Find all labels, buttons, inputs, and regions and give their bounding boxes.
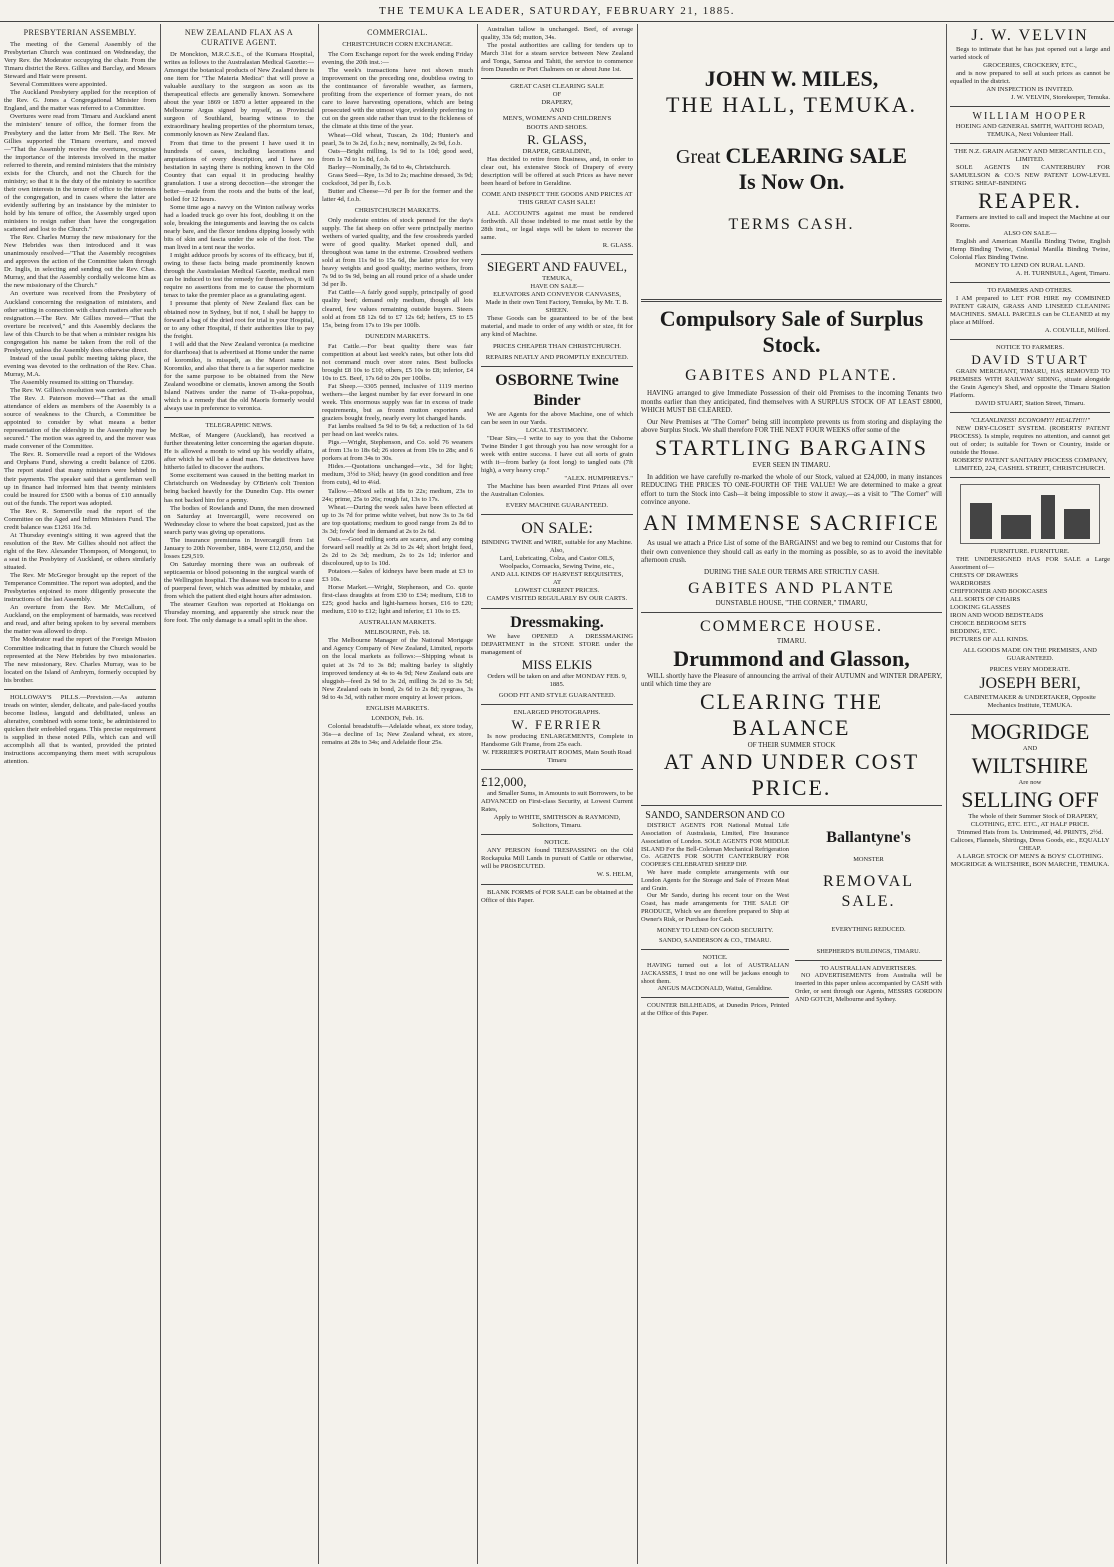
ferrier-head: ENLARGED PHOTOGRAPHS. xyxy=(513,708,601,716)
paragraph: An overture from the Rev. Mr McCallum, of Auckland, on the employment of barmaids, was received and read, and after being spoken to by several members the matter was allowed to drop. xyxy=(4,604,156,636)
column-adverts-right xyxy=(950,26,1110,1564)
calicoes: Calicoes, Flannels, Shirtings, Dress Goods, etc., EQUALLY CHEAP. xyxy=(950,837,1110,852)
glass-heading-line: BOOTS AND SHOES. xyxy=(526,123,588,131)
onsale-title: ON SALE: xyxy=(521,520,593,538)
siegert-made: Made in their own Tent Factory, Temuka, by Mr. T. B. SHEEN. xyxy=(485,299,629,315)
paragraph: Horse Market.—Wright, Stephenson, and Co. quote first-class draughts at from £30 to £34; medium, £18 to £25; good hacks and light-harness horses, £16 to £20; medium, £10 to £12; light and inferior, £1 10s to £5. xyxy=(322,584,473,616)
paragraph: The Melbourne Manager of the National Mortgage and Agency Company of New Zealand, Limited, reports on the local markets as follows:—Shipping wheat is quiet at 3s 7d to 3s 8d; malting barley is slightly improved tendency at 4s to 4s 9d; New Zealand oats are sluggish—feed 2s 9d to 3s 2d, milling 3s 2d to 3s 5d; New Zealand oats in bond, 2s 6d to 2s 8d; ryegrass, 3s 9d to 4s 3d, with rather more enquiry at lower prices. xyxy=(322,637,473,701)
gabites-body-4: As usual we attach a Price List of some of the BARGAINS! and we beg to remind our Customs that for their own convenience they should call as early in the morning as possible, so as to avoid the inevitable afternoon crush. xyxy=(641,538,942,565)
drummond-glasson: Drummond and Glasson, xyxy=(673,645,910,671)
article-heading: PRESBYTERIAN ASSEMBLY. xyxy=(23,28,137,37)
paragraph: Fat lambs realised 5s 9d to 9s 6d; a reduction of 1s 6d per head on last week's rates. xyxy=(322,423,473,439)
sando-signature: SANDO, SANDERSON & CO., TIMARU. xyxy=(658,937,772,945)
ballantyne-removal: REMOVAL SALE. xyxy=(822,873,915,911)
ballantyne-address: SHEPHERD'S BUILDINGS, TIMARU. xyxy=(816,947,921,955)
wiltshire-name: WILTSHIRE xyxy=(971,753,1089,778)
velvin-goods: GROCERIES, CROCKERY, ETC., xyxy=(983,62,1077,69)
grain-sole-agents: SOLE AGENTS IN CANTERBURY FOR SAMUELSON & CO.'S NEW PATENT LOW-LEVEL STRING SHEAF-BINDING xyxy=(950,164,1110,187)
sando-body: DISTRICT AGENTS FOR National Mutual Life Association of Australasia, Limited, Fire Insurance Association of London. SOLE AGENTS FOR MIDDLE ISLAND For the Bell-Coleman Mechanical Refrigeration Co. AGENTS FOR SOUTH CANTERBURY FOR COOPER'S CELEBRATED SHEEP DIP. xyxy=(641,822,789,869)
furniture-item: CHIFFIONIER AND BOOKCASES xyxy=(950,588,1048,595)
gabites-body-3: In addition we have carefully re-marked the whole of our Stock, valued at £24,000, in many instances REDUCING THE PRICES TO ONE-FOURTH OF THE VALUE! We are determined to make a great effort to turn the Stock into Cash—it being impossible to stow it away,—as a visit to "The Corner" will convince anyone. xyxy=(641,472,942,507)
dressmaking-fit: GOOD FIT AND STYLE GUARANTEED. xyxy=(498,691,616,699)
dressmaking-orders: Orders will be taken on and after MONDAY FEB. 9, 1885. xyxy=(487,672,627,688)
paragraph: Oats—Bright milling, 1s 9d to 1s 10d; good seed, from 1s 7d to 1s 8d, f.o.b. xyxy=(322,147,473,163)
onsale-list xyxy=(481,539,633,603)
paragraph: Fat Cattle.—For beat quality there was fair competition at about last week's rates, but other lots did not command much over store rates. Best bullocks brought £8 10s to £10; others, £5 10s to £8; inferior, £4 10s to £5. Beef, 17s 6d to 20s per 100lbs. xyxy=(322,342,473,382)
onsale-line: LOWEST CURRENT PRICES. xyxy=(514,587,600,595)
ballantyne-monster: MONSTER xyxy=(853,856,884,864)
beri-sub: CABINETMAKER & UNDERTAKER, Opposite Mechanics Institute, TEMUKA. xyxy=(964,694,1096,709)
onsale-line: Lard, Lubricating, Colza, and Castor OILS, xyxy=(499,555,615,563)
section-heading: TELEGRAPHIC NEWS. xyxy=(205,422,273,430)
paragraph: Fat Sheep.—3305 penned, inclusive of 1119 merino wethers—the largest number by far ever forward in one week. This enormous supply was far in excess of trade requirements, but as frozen mutton exporters and graziers bought freely, nearly every lot changed hands. xyxy=(322,382,473,423)
paragraph: Fat Cattle—A fairly good supply, principally of good quality beef; demand only medium, though all lots cleared, few values remaining outside buyers. Steers sold at from £8 12s 6d to £7 12s 6d; heifers, £5 to £5 15s, being from 17s to 19s per 100lb. xyxy=(322,289,473,329)
velvin-body-2: and is now prepared to sell at such prices as cannot be equalled in the district. xyxy=(950,70,1110,85)
beri-name: JOSEPH BERI, xyxy=(979,675,1081,692)
onsale-line: Woolpacks, Cornsacks, Sewing Twine, etc., xyxy=(499,563,615,571)
siegert-items: ELEVATORS AND CONVEYOR CANVASES, xyxy=(493,291,621,299)
loan-amount: £12,000, xyxy=(481,774,527,790)
divider xyxy=(481,769,633,770)
sando-body-2: We have made complete arrangements with our London Agents for the Storage and Sale of Frozen Meat and Grain. xyxy=(641,869,789,892)
glass-heading-line: AND xyxy=(549,107,565,115)
furniture-item: CHOICE BEDROOM SETS xyxy=(950,620,1027,627)
velvin-inspection: AN INSPECTION IS INVITED. xyxy=(986,86,1074,93)
column-flax xyxy=(164,26,314,1564)
gabites-title-2: GABITES AND PLANTE xyxy=(688,580,895,598)
furniture-body: THE UNDERSIGNED HAS FOR SALE a Large Assortment of— xyxy=(950,556,1110,571)
divider xyxy=(641,997,789,998)
clearing-label: CLEARING SALE xyxy=(725,143,907,168)
divider xyxy=(641,299,942,302)
divider xyxy=(950,143,1110,144)
gabites-body: HAVING arranged to give Immediate Possession of their old Premises to the incoming Tenants two months earlier than they anticipated, find themselves with A SURPLUS STOCK OF AT LEAST £8000, WHICH MUST BE CLEARED. xyxy=(641,389,942,415)
article-body xyxy=(322,723,473,747)
paragraph: Dr Monckton, M.R.C.S.E., of the Kumara Hospital, writes as follows to the Australasian Medical Gazette:—Amongst the botanical products of New Zealand there is one item for "The Materia Medica" that will prove a valuable auxiliary to the surgeon as soon as its therapeutical effects are generally known. Somewhere about the year 1869 or 1870 a letter appeared in the Melbourne Argus signed by myself, as Provincial surgeon of Southland, bearing witness to the extraordinary healing properties of the phormium tenax, commonly known as New Zealand flax. xyxy=(164,51,314,139)
onsale-line: BINDING TWINE and WIRE, suitable for any Machine. xyxy=(481,539,633,547)
divider xyxy=(164,417,314,418)
australian-body: NO ADVERTISEMENTS from Australia will be inserted in this paper unless accompanied by CASH with Order, or sent through our Agents, MESSRS GORDON AND GOTCH, Melbourne and Sydney. xyxy=(795,972,942,1003)
divider xyxy=(481,884,633,885)
furniture-list xyxy=(950,572,1110,644)
column-rule xyxy=(477,24,478,1564)
divider xyxy=(950,477,1110,478)
column-adverts-wide xyxy=(641,26,942,1564)
also-on-sale: ALSO ON SALE— xyxy=(1003,230,1057,237)
furniture-item: IRON AND WOOD BEDSTEADS xyxy=(950,612,1044,619)
during-sale: DURING THE SALE OUR TERMS ARE STRICTLY CASH. xyxy=(704,567,879,576)
paragraph: Barley—Nominally, 3s 6d to 4s, Christchurch. xyxy=(328,163,451,171)
postal-note: The postal authorities are calling for tenders up to March 31st for a steam service between New Zealand and Tonga, Samoa and Tahiti, the service to commence from Dunedin or Port Chalmers on or about June 1st. xyxy=(481,42,633,74)
at-and-under-cost: AT AND UNDER COST PRICE. xyxy=(663,749,920,801)
paragraph: The Rev. R. Somerville read the report of the Committee on the Aged and Infirm Ministers Fund. The credit balance was £1261 16s 3d. xyxy=(4,507,156,531)
onsale-line: CAMPS VISITED REGULARLY BY OUR CARTS. xyxy=(486,595,628,603)
twine-list: English and American Manilla Binding Twine, English Hemp Binding Twine, Colonial Manilla Binding Twine, Colonial Flax Binding Twine. xyxy=(950,238,1110,261)
paragraph: The Rev. Mr McGregor brought up the report of the Temperance Committee. The report was adopted, and the Presbyteries enjoined to more diligently prosecute the instructions of the last Assembly. xyxy=(4,572,156,604)
siegert-have: HAVE ON SALE— xyxy=(530,283,584,291)
divider xyxy=(950,106,1110,107)
divider xyxy=(481,514,633,515)
blank-forms: BLANK FORMS of FOR SALE can be obtained at the Office of this Paper. xyxy=(481,888,633,904)
cleanliness-head: "CLEANLINESS! ECONOMY!! HEALTH!!!" xyxy=(970,417,1090,424)
paragraph: The Moderator read the report of the Foreign Mission Committee indicating that in future the Church would be represented at the New Hebrides by two missionaries. The new missionary, Rev. Charles Murray, was to be located on the Island of Ambrym, formerly occupied by his brother. xyxy=(4,636,156,684)
ferrier-rooms: W. FERRIER'S PORTRAIT ROOMS, Main South Road Timaru xyxy=(482,748,632,764)
glass-accounts: ALL ACCOUNTS against me must be rendered forthwith. All those indebted to me must settle by the 28th inst., or legal steps will be taken to recover the same. xyxy=(481,209,633,242)
siegert-name: SIEGERT AND FAUVEL, xyxy=(487,259,627,275)
siegert-repairs: REPAIRS NEATLY AND PROMPTLY EXECUTED. xyxy=(485,353,629,361)
paragraph: Oats.—Good milling sorts are scarce, and any coming forward sell readily at 2s 3d to 2s 4d; short bright feed, 2s 2d to 2s 3d; medium, 2s to 2s 1d; inferior and discoloured, up to 1s 10d. xyxy=(322,535,473,567)
glass-heading-line: DRAPERY, xyxy=(541,99,573,107)
siegert-body: These Goods can be guaranteed to be of the best material, and made to order of any width or size, fit for any kind of Machine. xyxy=(481,315,633,339)
paragraph: Pigs.—Wright, Stephenson, and Co. sold 76 weaners at from 13s to 18s 6d; 26 stores at from 19s to 28s; and 6 porkers at from 34s to 30s. xyxy=(322,439,473,463)
article-body xyxy=(322,51,473,204)
section-heading: CHRISTCHURCH CORN EXCHANGE. xyxy=(342,41,453,48)
prices-moderate: PRICES VERY MODERATE. xyxy=(989,666,1071,673)
reaper-title: REAPER. xyxy=(978,188,1082,213)
clearing-balance: CLEARING THE BALANCE xyxy=(699,688,884,740)
money-to-lend: MONEY TO LEND ON RURAL LAND. xyxy=(975,262,1085,269)
loan-body: and Smaller Sums, in Amounts to suit Borrowers, to be ADVANCED on First-class Security, at Lowest Current Rates, xyxy=(481,790,633,814)
furniture-item: WARDROBES xyxy=(950,580,991,587)
article-body xyxy=(322,637,473,701)
furniture-item: BEDDING, ETC. xyxy=(950,628,998,635)
counter-billheads: COUNTER BILLHEADS, at Dunedin Prices, Printed at the Office of this Paper. xyxy=(641,1002,789,1018)
column-rule xyxy=(637,24,638,1564)
paragraph: Butter and Cheese—7d per lb for the former and the latter 4d, f.o.b. xyxy=(322,187,473,203)
siegert-prices: PRICES CHEAPER THAN CHRISTCHURCH. xyxy=(492,342,622,350)
paragraph: McRae, of Mangere (Auckland), has received a further threatening letter concerning the agarian dispute. He is allowed a month to wind up his worldly affairs, after which he will be a dead man. The detectives have hitherto failed to discover the authors. xyxy=(164,432,314,472)
great-label: Great xyxy=(676,146,721,168)
loan-apply: Apply to WHITE, SMITHSON & RAYMOND, Solicitors, Timaru. xyxy=(493,814,621,830)
sando-advert xyxy=(641,810,789,1018)
summer-stock: OF THEIR SUMMER STOCK xyxy=(747,740,836,749)
paragraph: Some excitement was caused in the betting market in Christchurch on Wednesday by O'Brien's colt Trenton being backed heavily for the Dunedin Cup. His owner has not backed him for a penny. xyxy=(164,472,314,504)
column-rule xyxy=(318,24,319,1564)
ballantyne-advert xyxy=(795,810,942,1018)
column-presbyterian xyxy=(4,26,156,1564)
glass-heading-line: MEN'S, WOMEN'S AND CHILDREN'S xyxy=(502,115,612,123)
paragraph: The steamer Grafton was reported at Hokianga on Thursday morning, and apparently she struck near the fore foot. The only damage is a small split in the shoe. xyxy=(164,601,314,625)
divider xyxy=(950,282,1110,283)
notice-signature: ANGUS MACDONALD, Waitui, Geraldine. xyxy=(657,985,773,993)
section-heading: CHRISTCHURCH MARKETS. xyxy=(354,206,441,214)
paragraph: Potatoes.—Sales of kidneys have been made at £3 to £3 10s. xyxy=(322,568,473,584)
miles-name: JOHN W. MILES, xyxy=(704,66,879,91)
column-adverts-left xyxy=(481,26,633,1564)
drummond-body: WILL shortly have the Pleasure of announcing the arrival of their AUTUMN and WINTER DRAPERY, until which time they are xyxy=(641,671,942,689)
paragraph: Tallow.—Mixed sells at 18s to 22s; medium, 23s to 24s; prime, 25s to 26s; rough fat, 13s to 17s. xyxy=(322,487,473,503)
paragraph: Only moderate entries of stock penned for the day's supply. The fat sheep on offer were principally merino wethers of varied quality, and the few crossbreds yarded were of good quality. Market opened dull, and throughout was tame in the extreme. Crossbred wethers sold at from 11s 9d to 15s 6d, the latter price for very heavy weights and good quality; merino wethers, from 7s 9d to 9s 9d, being an all round price of a shade under 3d per lb. xyxy=(322,216,473,289)
osborne-body: We are Agents for the above Machine, one of which can be seen in our Yards. xyxy=(481,410,633,426)
compulsory-sale: Compulsory Sale of Surplus Stock. xyxy=(659,306,924,357)
velvin-name: J. W. VELVIN xyxy=(971,27,1089,44)
glass-signature: R. GLASS. xyxy=(602,242,633,250)
sando-body-3: Our Mr Sando, during his recent tour on the West Coast, has made arrangements for THE SALE OF PRODUCE, Which we are therefore prepared to Ship at Owner's Risk, or Purchase for Cash. xyxy=(641,892,789,923)
furniture-item: LOOKING GLASSES xyxy=(950,604,1011,611)
paragraph: The Auckland Presbytery applied for the reception of the Rev. G. Jones a Congregational Minister from England, and the matter was referred to a Committee. xyxy=(4,89,156,113)
divider xyxy=(641,612,942,613)
furniture-item: CHESTS OF DRAWERS xyxy=(950,572,1018,579)
onsale-line: Also, xyxy=(549,547,565,555)
paragraph: The Rev. Charles Murray the new missionary for the New Hebrides was then introduced and it was unanimously resolved—"That the Assembly recognises and approves the action of the Committee taken through Dr. Inglis, in selecting and sending out the Rev. Chas. Murray, and that the Assembly cordially welcome him as the new missionary of the Church." xyxy=(4,234,156,290)
to-farmers-head: TO FARMERS AND OTHERS. xyxy=(987,287,1073,294)
article-body xyxy=(322,217,473,330)
paragraph: I presume that plenty of New Zealand flax can be obtained now in Sydney, but if not, I shall be happy to forward a bag of the dried root for trial in your Hospital, or to any other Hospital, if their authorities like to pay the freight. xyxy=(164,300,314,340)
clearing-sale-headline xyxy=(641,144,942,169)
divider xyxy=(4,689,156,690)
ballantyne-reduced: EVERYTHING REDUCED. xyxy=(831,926,906,934)
paragraph: Wheat—Old wheat, Tuscan, 2s 10d; Hunter's and pearl, 3s to 3s 2d, f.o.b.; new, nominally, 2s 9d, f.o.b. xyxy=(322,131,473,147)
colville-signature: A. COLVILLE, Milford. xyxy=(1044,327,1110,334)
notice-head: NOTICE. xyxy=(702,954,728,962)
divider xyxy=(481,608,633,609)
holloway-advert: HOLLOWAY'S PILLS.—Prevision.—As autumn treads on winter, slender, delicate, and pale-faced youths become listless, languid and debilitated, unless an alterative, combined with some tonic, be administered to quicken their enfeebled organs. This precise requirement is supplied in these noted Pills, which can and will accomplish all that is wanted, provided the printed instructions accompanying them meet with scrupulous attention. xyxy=(4,693,156,766)
divider xyxy=(481,254,633,255)
onsale-line: AND ALL KINDS OF HARVEST REQUISITES, xyxy=(490,571,624,579)
tallow-note: Australian tallow is unchanged. Beef, of average quality, 33s 6d; mutton, 34s. xyxy=(481,26,633,42)
paragraph: On Saturday morning there was an outbreak of septicaemia or blood poisoning in the surgical wards of the Wellington hospital. The disease was traced to a case of puerperal fever, which was admitted by mistake, and from which the patient died eight hours after admission. xyxy=(164,560,314,601)
paragraph: The Rev. J. Paterson moved—"That as the small attendance of elders as members of the Assembly is a source of weakness to the Church, a Committee be appointed to consider by what means a better representation of the eldership in the Assembly may be secured." The motion was agreed to, and the mover was made convener of the Committee. xyxy=(4,395,156,451)
gabites-body-2: Our New Premises at "The Corner" being still incomplete prevents us from storing and displaying the above Surplus Stock. We shall therefore FOR THE NEXT FOUR WEEKS offer some of the xyxy=(641,417,942,435)
section-heading: AUSTRALIAN MARKETS. xyxy=(359,619,436,627)
stuart-signature: DAVID STUART, Station Street, Timaru. xyxy=(975,400,1085,407)
notice-head: NOTICE. xyxy=(544,839,570,847)
commerce-house: COMMERCE HOUSE. xyxy=(700,617,883,635)
dateline: LONDON, Feb. 16. xyxy=(371,714,424,722)
glass-body: Has decided to retire from Business, and, in order to clear out, his extensive Stock of Drapery of every description will be offered at such Prices as have never been heard of before in Geraldine. xyxy=(481,155,633,187)
ballantyne-name: Ballantyne's xyxy=(826,829,911,847)
ferrier-name: W. FERRIER xyxy=(511,716,603,732)
divider xyxy=(950,714,1110,715)
divider xyxy=(481,704,633,705)
mogridge-name: MOGRIDGE xyxy=(970,719,1090,744)
stuart-name: DAVID STUART xyxy=(971,352,1089,367)
paragraph: At Thursday evening's sitting it was agreed that the resolution of the Rev. Mr Gillies should not affect the right of the Rev. Alexander Thompson, of Mongonui, to a seat in the Presbytery of Auckland, or others similarly situated. xyxy=(4,531,156,572)
terms-cash: TERMS CASH. xyxy=(728,216,855,233)
article-heading: COMMERCIAL. xyxy=(367,28,428,37)
paragraph: Instead of the usual public meeting taking place, the evening was devoted to the ordination of the Rev. Chas. Murray, M.A. xyxy=(4,354,156,378)
sando-name: SANDO, SANDERSON AND CO xyxy=(645,810,785,822)
paragraph: From that time to the present I have used it in hundreds of cases, including lacerations and amputations of every description, and I have no hesitation in saying there is nothing known in the Old Country that can equal it in producing healthy granulation. I use a strong decoction—the stronger the better—made from the roots and the butts of the leaf, boiled for 12 hours. xyxy=(164,139,314,203)
paragraph: Several Committees were appointed. xyxy=(10,81,108,89)
ferrier-body: Is now producing ENLARGEMENTS, Complete in Handsome Gilt Frame, from 25s each. xyxy=(481,732,633,748)
ever-seen: EVER SEEN IN TIMARU. xyxy=(752,460,831,469)
paragraph: Overtures were read from Timaru and Auckland anent the ministers' tenure of office, the former from the Presbytery and the latter from Mr Bell. The Rev. Mr Gillies supported the Timaru overture, and moved—"That the Assembly receive the overtures, recognise the importance of the interests involved in the matter referred to therein, and remind ministers that the ministry exists for the Church, and not the Church for the ministry; so that it is the duty of the ministry to sacrifice their own interests in the tenure of office to the interests of the congregation, and in cases where the latter are evidently suffering by an insistance by the minister to hold by his tenure of office, the Assembly urged upon ministers to resign rather than have the congregation scattered and lost to the Church." xyxy=(4,113,156,234)
paragraph: Some time ago a navvy on the Winton railway works had a loaded truck go over his foot, doubling it on the sole, breaking the integuments and leaving the os calcis nearly bare, and the flexor tendons dipping loosely with bits of skin and fascia under the sole of the foot. The man lived in a tent near the works. xyxy=(164,203,314,252)
divider xyxy=(641,949,789,950)
paragraph: I might adduce proofs by scores of its efficacy, but if, owing to these facts being made prominently known through the Australasian Medical Gazette, medical men can be induced to test the remedy for themselves, it will require no assertions from me to cause the phormium tenax to take the premier place as a granulating agent. xyxy=(164,252,314,300)
divider xyxy=(950,339,1110,340)
glass-heading-line: GREAT CASH CLEARING SALE xyxy=(510,83,604,91)
paragraph: Hides.—Quotations unchanged—viz., 3d for light; medium, 3½d to 3¾d; heavy (in good condition and free from cuts), 4d to 4¼d. xyxy=(322,463,473,487)
velvin-signature: J. W. VELVIN, Storekeeper, Temuka. xyxy=(1011,94,1110,101)
divider xyxy=(950,412,1110,413)
divider xyxy=(481,78,633,79)
mogridge-signature: MOGRIDGE & WILTSHIRE, BON MARCHE, TEMUKA. xyxy=(950,861,1110,868)
column-rule xyxy=(160,24,161,1564)
sando-money: MONEY TO LEND ON GOOD SECURITY. xyxy=(656,926,774,934)
startling-bargains: STARTLING BARGAINS xyxy=(654,434,929,460)
goods-made: ALL GOODS MADE ON THE PREMISES, AND GUARANTEED. xyxy=(963,647,1097,662)
osborne-title: OSBORNE Twine Binder xyxy=(495,371,619,409)
miles-address: THE HALL, TEMUKA. xyxy=(665,92,918,117)
masthead: THE TEMUKA LEADER, SATURDAY, FEBRUARY 21, 1885. xyxy=(0,0,1114,22)
article-body xyxy=(4,41,156,685)
divider xyxy=(641,805,942,806)
glass-heading-line: OF xyxy=(552,91,562,99)
velvin-body: Begs to intimate that he has just opened out a large and varied stock of xyxy=(950,46,1110,61)
dateline: MELBOURNE, Feb. 18. xyxy=(364,629,431,637)
osborne-guarantee: EVERY MACHINE GUARANTEED. xyxy=(505,502,609,510)
column-commercial xyxy=(322,26,473,1564)
glass-sub: DRAPER, GERALDINE, xyxy=(522,147,592,155)
divider xyxy=(481,834,633,835)
glass-come: COME AND INSPECT THE GOODS AND PRICES AT THIS GREAT CASH SALE! xyxy=(481,190,633,206)
colville-body: I AM prepared to LET FOR HIRE my COMBINED PATENT GRAIN, GRASS AND LINSEED CLEANING MACHINES. SMALL PARCELS can be CLEANED at my place at Milford. xyxy=(950,295,1110,326)
article-body xyxy=(164,51,314,413)
are-now: Are now xyxy=(1018,779,1042,786)
section-heading: ENGLISH MARKETS. xyxy=(365,704,429,712)
paragraph: I will add that the New Zealand veronica (a medicine for diarrhoea) that is advertised at Home under the name of koromiko, is misspelt, as the Maori name is Koromiko, and also that there is a far superior medicine for the same purpose to be obtained from the New Zealand woodbine or clematis, known among the South Island Natives under the name of Ti-aka-popohua, which is a remedy that the old Maoris formerly would always use in preference to veronica. xyxy=(164,340,314,413)
australian-head: TO AUSTRALIAN ADVERTISERS. xyxy=(820,964,917,972)
paragraph: The Rev. W. Gillies's resolution was carried. xyxy=(10,387,128,395)
notice-body: ANY PERSON found TRESPASSING on the Old Rockapuka Mill Lands in pursuit of Cattle or otherwise, will be PROSECUTED. xyxy=(481,847,633,871)
dressmaking-name: MISS ELKIS xyxy=(521,656,593,672)
cleanliness-body: NEW DRY-CLOSET SYSTEM. (ROBERTS' PATENT PROCESS). Is simple, requires no attention, and cannot get out of order; is suitable for Town or Country, inside or outside the House. xyxy=(950,425,1110,456)
selling-body: The whole of their Summer Stock of DRAPERY, CLOTHING, ETC. ETC., AT HALF PRICE. xyxy=(968,813,1098,828)
paragraph: The Rev. R. Somerville read a report of the Widows and Orphans Fund, showing a credit balance of £206. The report stated that many ministers were behind in their payments. The speaker said that a gentleman well up in finance had informed him that twenty ministers could be insured for £500 with a bonus of £10 annually out of the funds. The report was adopted. xyxy=(4,451,156,507)
column-rule xyxy=(946,24,947,1564)
article-body xyxy=(322,343,473,617)
osborne-testimony-head: LOCAL TESTIMONY. xyxy=(525,426,589,434)
paragraph: Wheat.—During the week sales have been effected at up to 3s 7d for prime white velvet, but now 3s to 3s 6d are top quotations; medium to good range from 2s 8d to 3s 3d; fowls' feed in demand at 2s to 2s 6d. xyxy=(322,503,473,535)
paragraph: The meeting of the General Assembly of the Presbyterian Church was continued on Wednesday, the Very Rev. the Moderator occupying the chair. From the Timaru district the Revs. Gillies and Barclay, and Messrs Steward and Hair were present. xyxy=(4,41,156,81)
immense-sacrifice: AN IMMENSE SACRIFICE xyxy=(643,509,940,535)
paragraph: The Assembly resumed its sitting on Thursday. xyxy=(10,378,134,386)
article-body xyxy=(164,432,314,625)
section-heading: DUNEDIN MARKETS. xyxy=(365,332,430,340)
paragraph: The bodies of Rowlands and Dunn, the men drowned on Saturday at Invercargill, were recovered on Wednesday close to where the boat capsized, just as the search party was giving up operations. xyxy=(164,504,314,536)
dressmaking-body: We have OPENED A DRESSMAKING DEPARTMENT in the STONE STORE under the management of xyxy=(481,632,633,656)
reaper-farmers: Farmers are invited to call and inspect the Machine at our Rooms. xyxy=(950,214,1110,229)
commerce-town: TIMARU. xyxy=(776,636,807,645)
is-now-on: Is Now On. xyxy=(738,169,845,194)
dressmaking-title: Dressmaking. xyxy=(510,613,604,631)
selling-off: SELLING OFF xyxy=(961,787,1099,812)
trimmed-hats: Trimmed Hats from 1s. Untrimmed, 4d. PRINTS, 2½d. xyxy=(956,829,1104,836)
osborne-testimony: "Dear Sirs,—I write to say to you that the Osborne Twine Binder I got through you has now wrought for a week with entire success. I have cut all sorts of grain with it—from barley (a foot long) to tangled oats (7ft high), a very heavy crop." xyxy=(481,434,633,474)
paragraph: Colonial breadstuffs—Adelaide wheat, ex store today, 36s—a decline of 1s; New Zealand wheat, ex store, remains at 28s to 34s; and Adelaide flour 25s. xyxy=(322,722,473,746)
notice-body: HAVING turned out a lot of AUSTRALIAN JACKASSES, I trust no one will be jackass enough to shoot them. xyxy=(641,962,789,985)
paragraph: The week's transactions have not shown much improvement on the preceding one, doubtless owing to the continuance of favorable weather, as farmers, profiting from the experience of former years, do not care to leave harvesting operations, which are being prosecuted with the utmost vigor, evidently preferring to cut on the green side rather than trust to the fickleness of the climate at this time of the year. xyxy=(322,67,473,131)
paragraph: Grass Seed—Rye, 1s 3d to 2s; machine dressed, 3s 9d; cocksfoot, 3d per lb, f.o.b. xyxy=(322,171,473,187)
hooper-sub: HOEING AND GENERAL SMITH, WAITOHI ROAD, TEMUKA, Next Volunteer Hall. xyxy=(955,123,1105,138)
paragraph: An overture was received from the Presbytery of Auckland concerning the resignation of ministers, and other setting in connection with church matters after such resignation.—The Rev. Mr Gillies moved—"That the overture be received," and this Assembly declares the law of this Church to be that when a minister resigns his congregation his name be taken from the roll of the Presbytery, unless the Assembly does otherwise direct. xyxy=(4,290,156,354)
osborne-signature: "ALEX. HUMPHREYS." xyxy=(564,474,633,482)
divider xyxy=(795,960,942,961)
paragraph: The insurance premiums in Invercargill from 1st January to 20th November, 1884, were £12,050, and the losses £29,519. xyxy=(164,536,314,560)
onsale-line: AT xyxy=(552,579,562,587)
notice-signature: W. S. HELM, xyxy=(596,871,633,879)
stuart-body: GRAIN MERCHANT, TIMARU, HAS REMOVED TO PREMISES WITH RAILWAY SIDING, situate alongside the Grain Agency's Shed, and opposite the Timaru Station Platform. xyxy=(950,368,1110,399)
and-label: AND xyxy=(1022,745,1038,752)
furniture-item: PICTURES OF ALL KINDS. xyxy=(950,636,1029,643)
furniture-item: ALL SORTS OF CHAIRS xyxy=(950,596,1021,603)
furniture-head: FURNITURE. FURNITURE. xyxy=(990,548,1070,555)
hooper-name: WILLIAM HOOPER xyxy=(972,111,1088,122)
divider xyxy=(481,366,633,367)
furniture-illustration xyxy=(960,484,1100,544)
turnbull-signature: A. H. TURNBULL, Agent, Timaru. xyxy=(1015,270,1110,277)
paragraph: The Corn Exchange report for the week ending Friday evening, the 20th inst.:— xyxy=(322,51,473,67)
siegert-town: TEMUKA, xyxy=(542,275,572,283)
gabites-title: GABITES AND PLANTE. xyxy=(685,367,898,384)
glass-sale-heading xyxy=(481,83,633,131)
glass-name: R. GLASS, xyxy=(527,131,587,147)
large-stock: A LARGE STOCK OF MEN'S & BOYS' CLOTHING. xyxy=(956,853,1104,860)
grain-agency: THE N.Z. GRAIN AGENCY AND MERCANTILE CO., LIMITED. xyxy=(954,148,1106,163)
roberts-company: ROBERTS' PATENT SANITARY PROCESS COMPANY, LIMITED, 224, CASHEL STREET, CHRISTCHURCH. xyxy=(952,457,1108,472)
notice-farmers-head: NOTICE TO FARMERS. xyxy=(996,344,1064,351)
dunstable-house: DUNSTABLE HOUSE, "THE CORNER," TIMARU, xyxy=(715,599,868,608)
article-heading: NEW ZEALAND FLAX AS A CURATIVE AGENT. xyxy=(184,28,294,47)
osborne-prizes: The Machine has been awarded First Prizes all over the Australian Colonies. xyxy=(481,483,633,499)
